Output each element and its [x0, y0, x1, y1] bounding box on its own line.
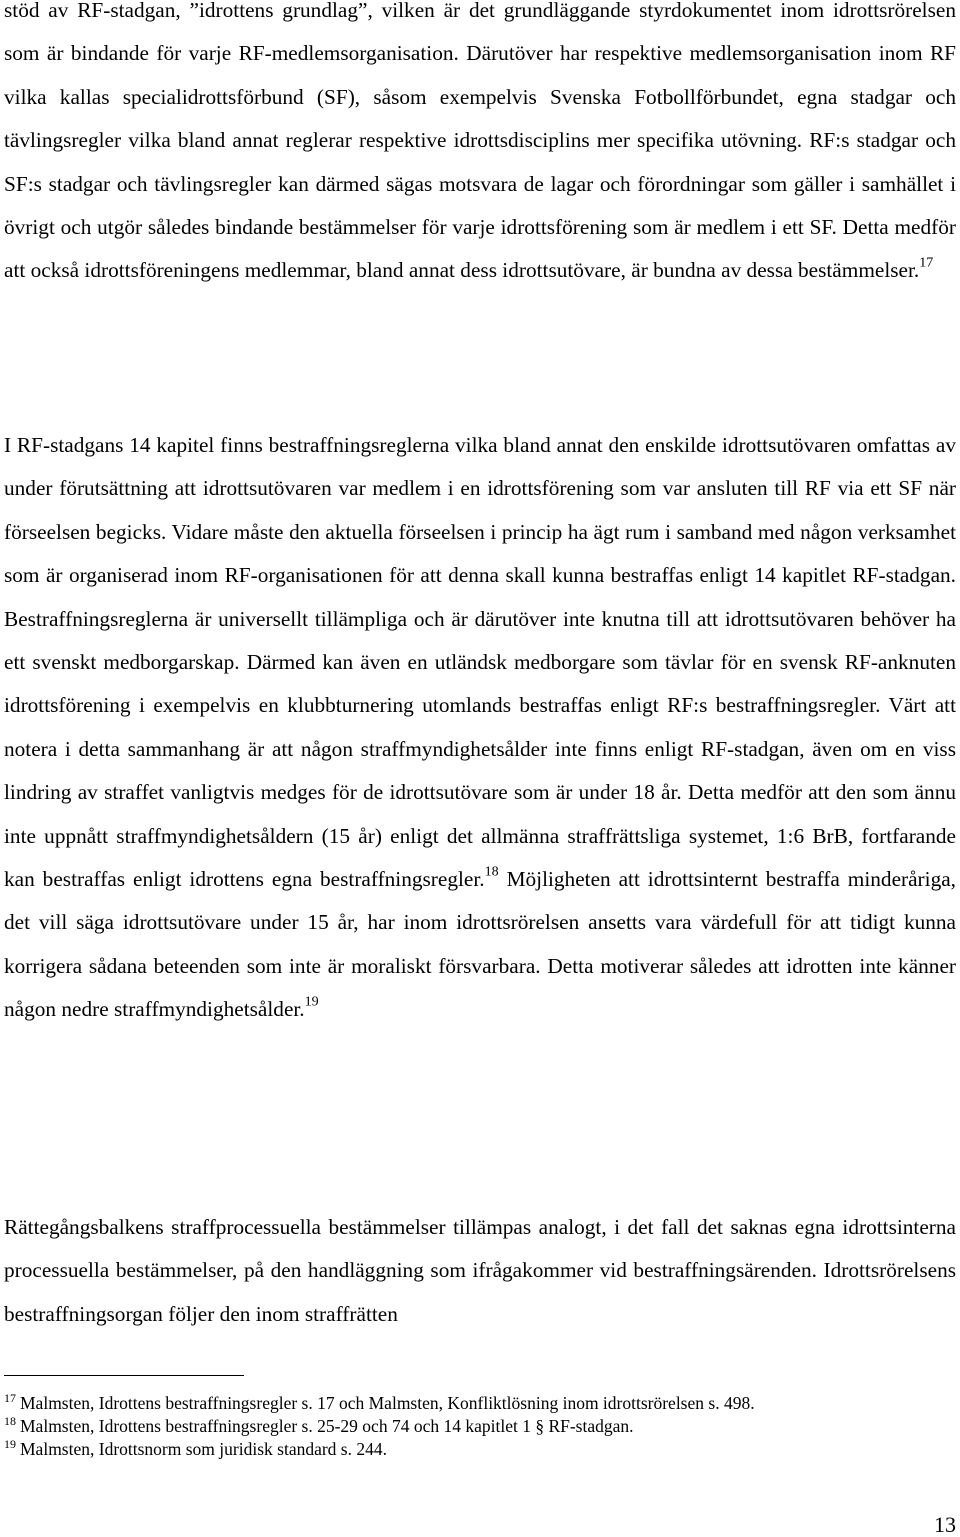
paragraph-3-text: Rättegångsbalkens straffprocessuella bestämmelser tillämpas analogt, i det fall det saknas egna idrottsinterna processuella bestämmelser, på den handläggning som ifrågakommer vid bestraffningsärenden. Idrottsrörelsens bestraffningsorgan följer den inom straffrätten [4, 1215, 956, 1326]
footnote-number: 18 [4, 1413, 16, 1428]
paragraph-3 [4, 1206, 956, 1336]
footnote-separator [4, 1375, 244, 1376]
paragraph-1 [4, 0, 956, 293]
footnote-text: Malmsten, Idrottsnorm som juridisk standard s. 244. [20, 1439, 387, 1459]
footnote-ref-18[interactable]: 18 [484, 864, 499, 880]
paragraph-2-text-b: Möjligheten att idrottsinternt bestraffa minderåriga, det vill säga idrottsutövare under 15 år, har inom idrottsrörelsen ansetts vara värdefull för att tidigt kunna korrigera sådana beteenden som inte är moraliskt försvarbara. Detta motiverar således att idrotten inte känner någon nedre straffmyndighetsålder. [4, 867, 956, 1022]
footnote-text-b: RF-stadgan. [548, 1416, 634, 1436]
footnote-17 [4, 1392, 956, 1415]
section-sign: § [535, 1416, 545, 1436]
footnote-ref-19[interactable]: 19 [304, 994, 319, 1010]
footnote-text-a: Malmsten, Idrottens bestraffningsregler s. 25-29 och 74 och 14 kapitlet 1 [20, 1416, 531, 1436]
page-number: 13 [934, 1512, 956, 1537]
footnote-19 [4, 1438, 956, 1461]
footnote-number: 17 [4, 1390, 16, 1405]
footnote-number: 19 [4, 1436, 16, 1451]
footnote-18 [4, 1415, 956, 1438]
paragraph-2 [4, 424, 956, 1032]
paragraph-2-text-a: I RF-stadgans 14 kapitel finns bestraffningsreglerna vilka bland annat den enskilde idrottsutövaren omfattas av under förutsättning att idrottsutövaren var medlem i en idrottsförening som var ansluten till RF via ett SF när förseelsen begicks. Vidare måste den aktuella förseelsen i princip ha ägt rum i samband med någon verksamhet som är organiserad inom RF-organisationen för att denna skall kunna bestraffas enligt 14 kapitlet RF-stadgan. Bestraffningsreglerna är universellt tillämpliga och är därutöver inte knutna till att idrottsutövaren behöver ha ett svenskt medborgarskap. Därmed kan även en utländsk medborgare som tävlar för en svensk RF-anknuten idrottsförening i exempelvis en klubbturnering utomlands bestraffas enligt RF:s bestraffningsregler. Värt att notera i detta sammanhang är att någon straffmyndighetsålder inte finns enligt RF-stadgan, även om en viss lindring av straffet vanligtvis medges för de idrottsutövare som är under 18 år. Detta medför att den som ännu inte uppnått straffmyndighetsåldern (15 år) enligt det allmänna straffrättsliga systemet, 1:6 BrB, fortfarande kan bestraffas enligt idrottens egna bestraffningsregler. [4, 433, 956, 892]
footnotes [4, 1392, 956, 1461]
paragraph-1-text: stöd av RF-stadgan, ”idrottens grundlag”, vilken är det grundläggande styrdokumentet inom idrottsrörelsen som är bindande för varje RF-medlemsorganisation. Därutöver har respektive medlemsorganisation inom RF vilka kallas specialidrottsförbund (SF), såsom exempelvis Svenska Fotbollförbundet, egna stadgar och tävlingsregler vilka bland annat reglerar respektive idrottsdisciplins mer specifika utövning. RF:s stadgar och SF:s stadgar och tävlingsregler kan därmed sägas motsvara de lagar och förordningar som gäller i samhället i övrigt och utgör således bindande bestämmelser för varje idrottsförening som är medlem i ett SF. Detta medför att också idrottsföreningens medlemmar, bland annat dess idrottsutövare, är bundna av dessa bestämmelser. [4, 0, 956, 283]
footnote-text: Malmsten, Idrottens bestraffningsregler s. 17 och Malmsten, Konfliktlösning inom idrottsrörelsen s. 498. [20, 1393, 755, 1413]
document-page [4, 0, 956, 1537]
footnote-ref-17[interactable]: 17 [919, 255, 934, 271]
